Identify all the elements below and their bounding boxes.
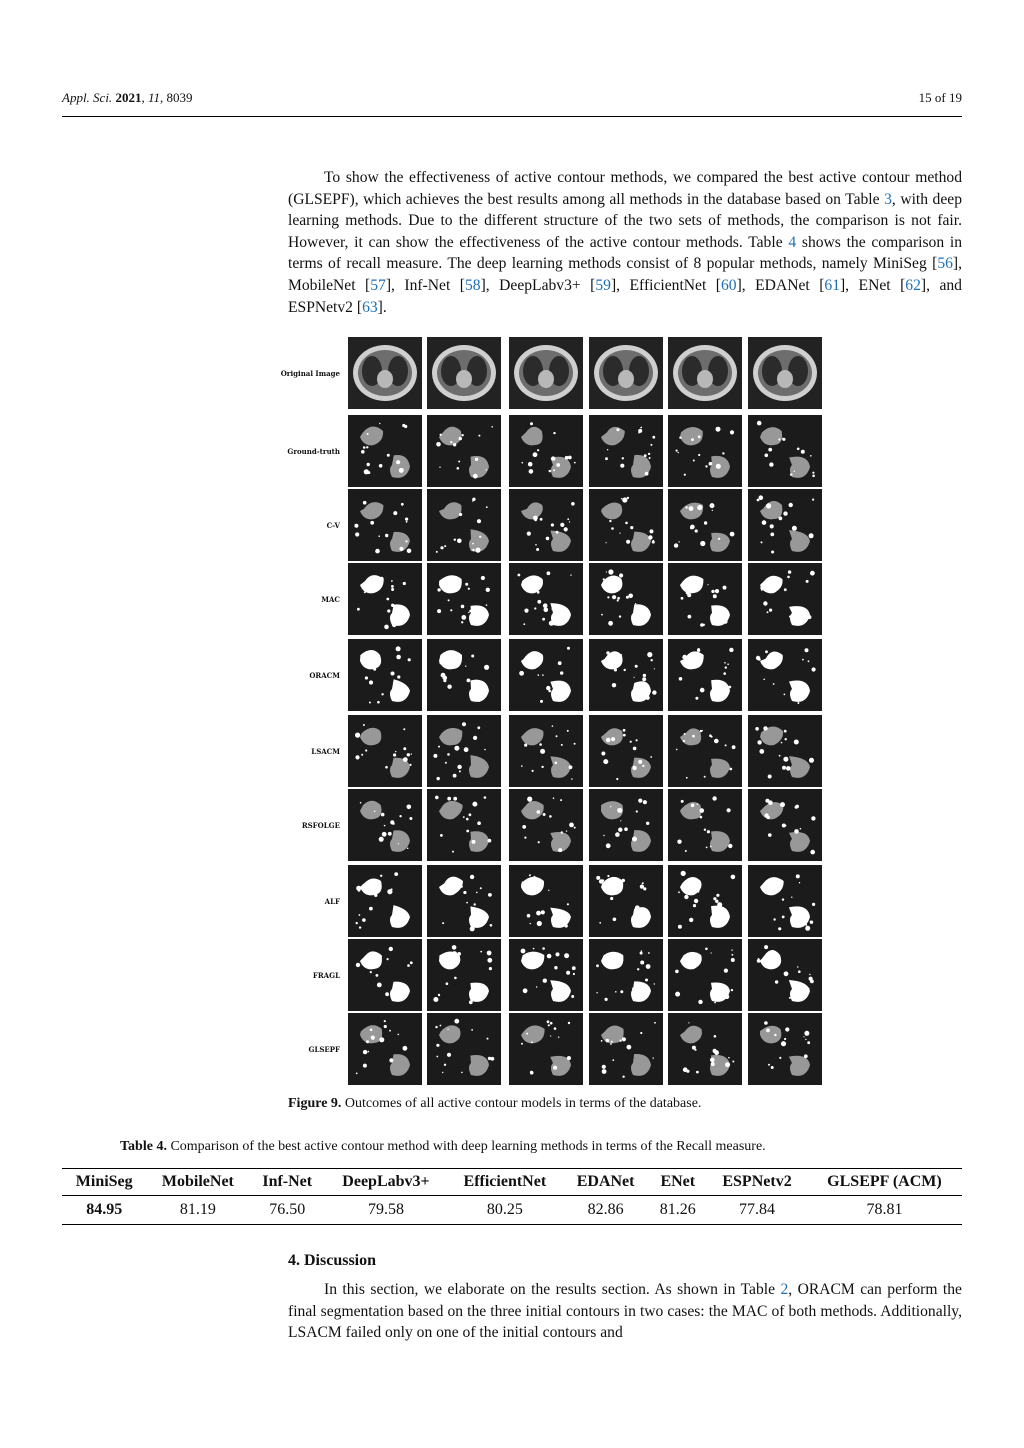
segmentation-mask-image xyxy=(509,939,583,1011)
figure-row-label: RSFOLGE xyxy=(301,820,340,830)
segmentation-mask-image xyxy=(748,415,822,487)
segmentation-mask-image xyxy=(348,563,422,635)
ref-62[interactable]: 62 xyxy=(905,276,921,294)
segmentation-mask-image xyxy=(427,939,501,1011)
segmentation-mask-image xyxy=(589,1013,663,1085)
discussion-paragraph xyxy=(288,1279,962,1344)
journal-name: Appl. Sci. xyxy=(62,90,113,105)
ref-56[interactable]: 56 xyxy=(937,255,953,273)
figure-row xyxy=(286,715,826,787)
section-heading: 4. Discussion xyxy=(288,1252,377,1269)
figure-row xyxy=(286,939,826,1011)
segmentation-mask-image xyxy=(509,563,583,635)
value-cell: 77.84 xyxy=(707,1196,807,1225)
figure-row-label: ALF xyxy=(324,896,340,906)
ct-scan-image xyxy=(668,337,742,409)
page-number: 15 of 19 xyxy=(918,90,962,105)
segmentation-mask-image xyxy=(427,563,501,635)
header-cell: DeepLabv3+ xyxy=(325,1169,447,1196)
ref-63[interactable]: 63 xyxy=(362,298,378,316)
figure-row xyxy=(286,639,826,711)
segmentation-mask-image xyxy=(589,789,663,861)
segmentation-mask-image xyxy=(509,1013,583,1085)
figure-caption xyxy=(288,1096,701,1112)
ref-61[interactable]: 61 xyxy=(824,276,840,294)
header-cell: MobileNet xyxy=(146,1169,249,1196)
ct-scan-image xyxy=(427,337,501,409)
segmentation-mask-image xyxy=(589,939,663,1011)
segmentation-mask-image xyxy=(348,715,422,787)
para-text: In this section, we elaborate on the results section. As shown in Table xyxy=(324,1281,781,1298)
intro-paragraph xyxy=(288,167,962,318)
para-text: To show the effectiveness of active contour methods, we compared the best active contour method (GLSEPF), which achieves the best results among all methods in the database based on Table xyxy=(288,169,962,208)
segmentation-mask-image xyxy=(589,489,663,561)
figure-row-label: ORACM xyxy=(309,670,340,680)
recall-table xyxy=(62,1168,962,1225)
figure-caption-label: Figure 9. xyxy=(288,1096,342,1111)
figure-row-label: FRAGL xyxy=(312,970,340,980)
segmentation-mask-image xyxy=(509,715,583,787)
segmentation-mask-image xyxy=(748,865,822,937)
header-cell: MiniSeg xyxy=(62,1169,146,1196)
segmentation-mask-image xyxy=(668,1013,742,1085)
figure-row-label: GLSEPF xyxy=(308,1044,340,1054)
figure-row xyxy=(286,865,826,937)
segmentation-mask-image xyxy=(427,1013,501,1085)
article-number: 8039 xyxy=(166,90,193,105)
header-cell: GLSEPF (ACM) xyxy=(807,1169,962,1196)
segmentation-mask-image xyxy=(589,563,663,635)
segmentation-mask-image xyxy=(748,563,822,635)
segmentation-mask-image xyxy=(348,639,422,711)
ct-scan-image xyxy=(348,337,422,409)
para-text: ]. xyxy=(377,298,387,316)
segmentation-mask-image xyxy=(427,715,501,787)
segmentation-mask-image xyxy=(427,639,501,711)
segmentation-mask-image xyxy=(668,789,742,861)
para-text: shows the comparison in terms of recall measure. The deep learning methods consist of 8 popular methods, namely MiniSeg [ xyxy=(288,233,962,273)
journal-volume: 11 xyxy=(147,90,160,105)
figure-row-label: Original Image xyxy=(280,368,340,378)
segmentation-mask-image xyxy=(589,715,663,787)
segmentation-mask-image xyxy=(748,1013,822,1085)
ct-scan-image xyxy=(589,337,663,409)
segmentation-mask-image xyxy=(668,939,742,1011)
journal-citation: Appl. Sci. 2021, 11, 8039 xyxy=(62,90,193,105)
value-cell: 81.19 xyxy=(146,1196,249,1225)
segmentation-mask-image xyxy=(668,415,742,487)
figure-row xyxy=(286,563,826,635)
table-caption-text: Comparison of the best active contour method with deep learning methods in terms of the Recall measure. xyxy=(166,1139,766,1154)
para-text: ], DeepLabv3+ [ xyxy=(480,276,596,294)
table-row xyxy=(62,1196,962,1225)
header-cell: Inf-Net xyxy=(249,1169,325,1196)
ref-table-4[interactable]: 4 xyxy=(788,233,797,251)
ref-57[interactable]: 57 xyxy=(370,276,386,294)
segmentation-mask-image xyxy=(668,563,742,635)
segmentation-mask-image xyxy=(589,415,663,487)
ref-59[interactable]: 59 xyxy=(595,276,611,294)
segmentation-mask-image xyxy=(509,489,583,561)
para-text: ], EfficientNet [ xyxy=(610,276,721,294)
segmentation-mask-image xyxy=(509,865,583,937)
segmentation-mask-image xyxy=(427,415,501,487)
ref-60[interactable]: 60 xyxy=(720,276,737,294)
figure-row xyxy=(286,789,826,861)
table-caption-label: Table 4. xyxy=(120,1139,167,1154)
segmentation-mask-image xyxy=(427,489,501,561)
segmentation-mask-image xyxy=(427,865,501,937)
para-text: , ORACM can perform the final segmentation based on the three initial contours in two cases: the MAC of both methods. Additionally, LSACM failed only on one of the initial contours and xyxy=(288,1281,962,1342)
segmentation-mask-image xyxy=(668,489,742,561)
segmentation-mask-image xyxy=(748,939,822,1011)
segmentation-mask-image xyxy=(348,1013,422,1085)
header-cell: EDANet xyxy=(563,1169,649,1196)
running-header xyxy=(62,90,962,117)
table-caption xyxy=(120,1139,766,1155)
segmentation-mask-image xyxy=(668,865,742,937)
figure-caption-text: Outcomes of all active contour models in terms of the database. xyxy=(341,1096,702,1111)
segmentation-mask-image xyxy=(748,715,822,787)
segmentation-mask-image xyxy=(589,639,663,711)
segmentation-mask-image xyxy=(348,865,422,937)
figure-row-label: LSACM xyxy=(311,746,340,756)
value-cell: 82.86 xyxy=(563,1196,649,1225)
segmentation-mask-image xyxy=(668,715,742,787)
para-text: ], ENet [ xyxy=(839,276,906,294)
segmentation-mask-image xyxy=(509,639,583,711)
para-text: , with deep learning methods. Due to the different structure of the two sets of methods, the comparison is not fair. However, it can show the effectiveness of the active contour methods. Table xyxy=(288,190,962,251)
segmentation-mask-image xyxy=(589,865,663,937)
figure-row xyxy=(286,1013,826,1085)
figure-row xyxy=(286,415,826,487)
header-cell: ESPNetv2 xyxy=(707,1169,807,1196)
para-text: ], and ESPNetv2 [ xyxy=(288,276,962,316)
segmentation-mask-image xyxy=(748,639,822,711)
ct-scan-image xyxy=(748,337,822,409)
ref-58[interactable]: 58 xyxy=(464,276,481,294)
table-header-row xyxy=(62,1169,962,1196)
ct-scan-image xyxy=(509,337,583,409)
para-text: ], Inf-Net [ xyxy=(385,276,465,294)
para-text: ], EDANet [ xyxy=(736,276,825,294)
figure-row-label: MAC xyxy=(321,594,340,604)
segmentation-figure xyxy=(280,337,826,1087)
figure-row xyxy=(280,337,826,409)
segmentation-mask-image xyxy=(348,415,422,487)
figure-row xyxy=(286,489,826,561)
segmentation-mask-image xyxy=(748,489,822,561)
segmentation-mask-image xyxy=(509,415,583,487)
segmentation-mask-image xyxy=(427,789,501,861)
segmentation-mask-image xyxy=(348,789,422,861)
figure-row-label: Ground-truth xyxy=(287,446,340,456)
header-cell: ENet xyxy=(648,1169,707,1196)
value-cell: 79.58 xyxy=(325,1196,447,1225)
segmentation-mask-image xyxy=(348,939,422,1011)
journal-year: 2021 xyxy=(115,90,142,105)
value-cell: 80.25 xyxy=(447,1196,563,1225)
para-text: ], MobileNet [ xyxy=(288,255,962,294)
ref-table-3[interactable]: 3 xyxy=(884,190,892,208)
ref-table-2[interactable]: 2 xyxy=(780,1281,789,1298)
value-cell: 76.50 xyxy=(249,1196,325,1225)
segmentation-mask-image xyxy=(348,489,422,561)
header-cell: EfficientNet xyxy=(447,1169,563,1196)
figure-row-label: C-V xyxy=(326,520,340,530)
value-cell: 81.26 xyxy=(648,1196,707,1225)
value-cell: 78.81 xyxy=(807,1196,962,1225)
segmentation-mask-image xyxy=(509,789,583,861)
segmentation-mask-image xyxy=(748,789,822,861)
value-cell: 84.95 xyxy=(62,1196,146,1225)
segmentation-mask-image xyxy=(668,639,742,711)
